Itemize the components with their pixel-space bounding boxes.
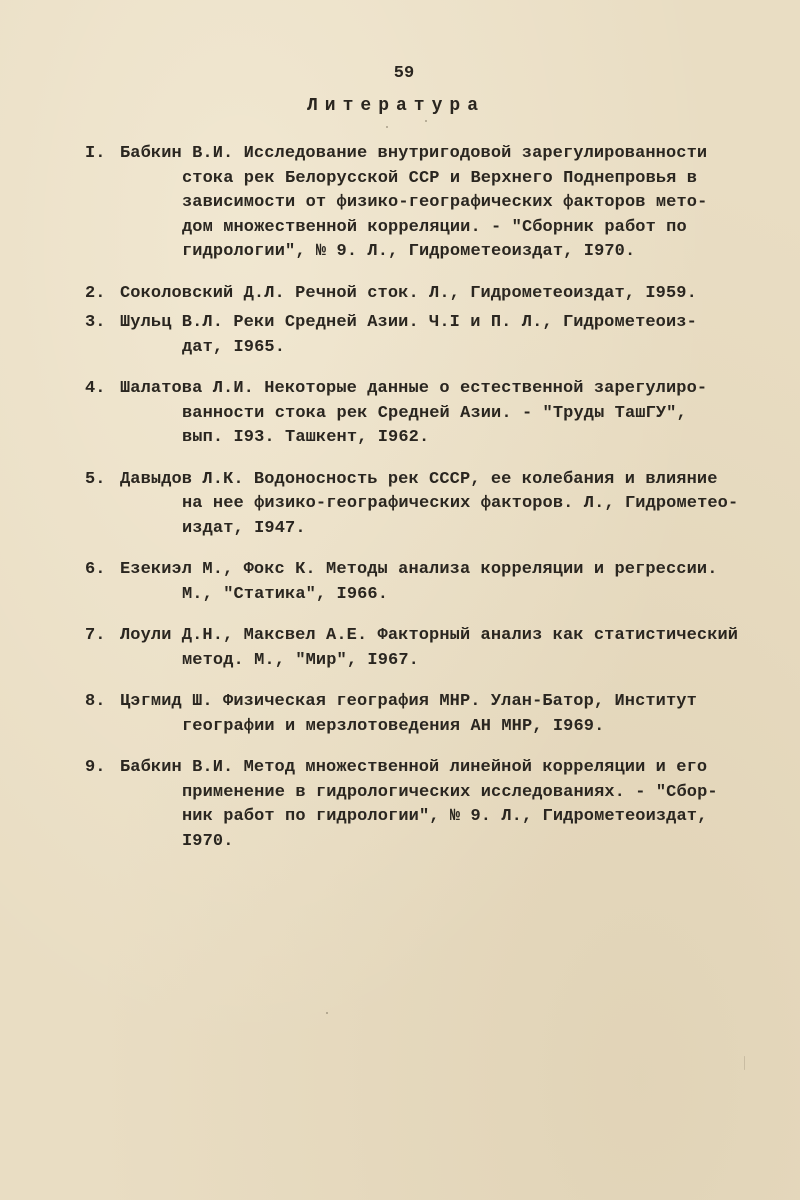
reference-item <box>85 377 735 451</box>
reference-item <box>85 558 735 607</box>
reference-line: Бабкин В.И. Метод множественной линейной корреляции и его <box>120 758 708 777</box>
reference-line: Шульц В.Л. Реки Средней Азии. Ч.I и П. Л., Гидрометеоиз- <box>120 313 697 332</box>
reference-list <box>85 142 739 854</box>
reference-line: метод. М., "Мир", I967. <box>182 650 419 670</box>
reference-line: Соколовский Д.Л. Речной сток. Л., Гидрометеоиздат, I959. <box>120 283 697 303</box>
reference-item <box>85 142 735 265</box>
reference-line: Цэгмид Ш. Физическая география МНР. Улан-Батор, Институт <box>120 692 697 711</box>
reference-line: дат, I965. <box>182 337 286 357</box>
reference-text <box>120 468 739 542</box>
reference-number: 4. <box>85 379 106 398</box>
reference-text <box>120 756 735 854</box>
reference-line: стока рек Белорусской ССР и Верхнего Поднепровья в <box>182 168 698 188</box>
reference-number: 3. <box>85 313 106 332</box>
reference-line: ник работ по гидрологии", № 9. Л., Гидрометеоиздат, <box>182 807 708 826</box>
reference-line: применение в гидрологических исследованиях. - "Сбор- <box>182 782 718 802</box>
page-title: Литература <box>306 96 486 116</box>
reference-number: 9. <box>85 758 106 777</box>
reference-item <box>85 690 735 739</box>
reference-line: вып. I93. Ташкент, I962. <box>182 428 430 447</box>
reference-number: 7. <box>85 626 106 645</box>
reference-line: на нее физико-географических факторов. Л., Гидрометео- <box>182 494 739 513</box>
page-number: 59 <box>393 64 415 83</box>
reference-line: зависимости от физико-географических факторов мето- <box>182 193 708 212</box>
reference-line: ванности стока рек Средней Азии. - "Труды ТашГУ", <box>182 403 687 423</box>
reference-line: географии и мерзлотоведения АН МНР, I969. <box>182 716 605 736</box>
reference-number: 8. <box>85 692 106 711</box>
reference-line: гидрологии", № 9. Л., Гидрометеоиздат, I970. <box>182 242 636 261</box>
reference-number: 2. <box>85 283 106 303</box>
reference-line: издат, I947. <box>182 518 306 538</box>
reference-line: М., "Статика", I966. <box>182 584 389 604</box>
paper-speck <box>425 120 427 122</box>
reference-number: 6. <box>85 560 106 579</box>
reference-line: дом множественной корреляции. - "Сборник работ по <box>182 217 687 237</box>
reference-item <box>85 468 739 542</box>
reference-line: Езекиэл М., Фокс К. Методы анализа корреляции и регрессии. <box>120 560 718 579</box>
reference-line: Бабкин В.И. Исследование внутригодовой зарегулированности <box>120 144 708 163</box>
reference-text <box>120 624 739 673</box>
paper-speck <box>386 126 388 128</box>
reference-text <box>120 377 735 451</box>
reference-text <box>120 690 735 739</box>
reference-number: I. <box>85 144 106 163</box>
reference-line: Давыдов Л.К. Водоносность рек СССР, ее колебания и влияние <box>120 469 718 489</box>
reference-item <box>85 756 735 854</box>
reference-text <box>120 558 735 607</box>
reference-text <box>120 282 735 307</box>
reference-line: Шалатова Л.И. Некоторые данные о естественной зарегулиро- <box>120 379 708 398</box>
paper-speck <box>326 1012 328 1014</box>
reference-text <box>120 311 735 360</box>
reference-line: Лоули Д.Н., Максвел А.Е. Факторный анализ как статистический <box>120 626 739 645</box>
reference-line: I970. <box>182 831 234 851</box>
reference-item <box>85 311 735 360</box>
reference-item <box>85 282 735 307</box>
reference-text <box>120 142 735 265</box>
reference-item <box>85 624 739 673</box>
reference-number: 5. <box>85 469 106 489</box>
paper-speck <box>744 1056 745 1070</box>
